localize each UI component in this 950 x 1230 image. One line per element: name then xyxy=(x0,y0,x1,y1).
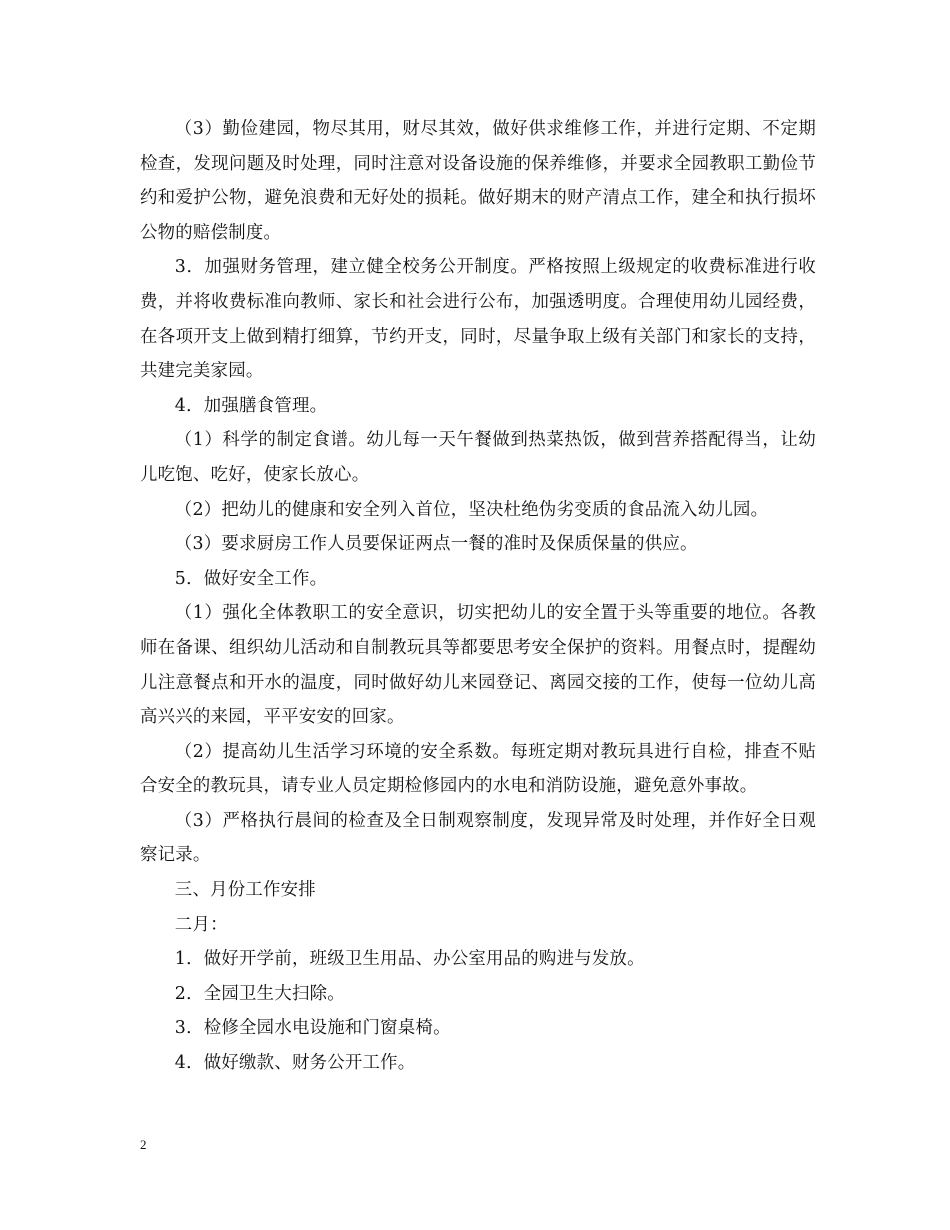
paragraph-safety-2: （2）提高幼儿生活学习环境的安全系数。每班定期对教玩具进行自检，排查不贴合安全的教玩具，请专业人员定期检修园内的水电和消防设施，避免意外事故。 xyxy=(140,741,816,797)
paragraph-3-diligence: （3）勤俭建园，物尽其用，财尽其效，做好供求维修工作，并进行定期、不定期检查，发现问题及时处理，同时注意对设备设施的保养维修，并要求全园教职工勤俭节约和爱护公物，避免浪费和无好处的损耗。做好期末的财产清点工作，建全和执行损坏公物的赔偿制度。 xyxy=(140,119,816,243)
paragraph-meal-3: （3）要求厨房工作人员要保证两点一餐的准时及保质保量的供应。 xyxy=(174,534,698,555)
paragraph-meal-1: （1）科学的制定食谱。幼儿每一天午餐做到热菜热饭，做到营养搭配得当，让幼儿吃饱、吃好，使家长放心。 xyxy=(140,430,816,485)
page-number: 2 xyxy=(140,1137,147,1152)
section-heading-monthly-plan: 三、月份工作安排 xyxy=(174,880,316,901)
paragraph-safety-heading: 5．做好安全工作。 xyxy=(174,568,328,589)
document-body xyxy=(140,112,816,1081)
paragraph-meal-management-heading: 4．加强膳食管理。 xyxy=(174,395,328,416)
february-item-1: 1．做好开学前，班级卫生用品、办公室用品的购进与发放。 xyxy=(174,949,645,970)
february-item-4: 4．做好缴款、财务公开工作。 xyxy=(174,1053,416,1074)
february-item-2: 2．全园卫生大扫除。 xyxy=(174,983,345,1004)
paragraph-meal-2: （2）把幼儿的健康和安全列入首位，坚决杜绝伪劣变质的食品流入幼儿园。 xyxy=(174,499,769,520)
paragraph-safety-3: （3）严格执行晨间的检查及全日制观察制度，发现异常及时处理，并作好全日观察记录。 xyxy=(140,810,816,866)
paragraph-finance-management: 3．加强财务管理，建立健全校务公开制度。严格按照上级规定的收费标准进行收费，并将收费标准向教师、家长和社会进行公布，加强透明度。合理使用幼儿园经费，在各项开支上做到精打细算，节约开支，同时，尽量争取上级有关部门和家长的支持，共建完美家园。 xyxy=(140,257,816,382)
month-heading-february: 二月： xyxy=(174,914,228,935)
paragraph-safety-1: （1）强化全体教职工的安全意识，切实把幼儿的安全置于头等重要的地位。各教师在备课、组织幼儿活动和自制教玩具等都要思考安全保护的资料。用餐点时，提醒幼儿注意餐点和开水的温度，同时做好幼儿来园登记、离园交接的工作，使每一位幼儿高高兴兴的来园，平平安安的回家。 xyxy=(140,603,816,728)
february-item-3: 3．检修全园水电设施和门窗桌椅。 xyxy=(174,1018,451,1039)
